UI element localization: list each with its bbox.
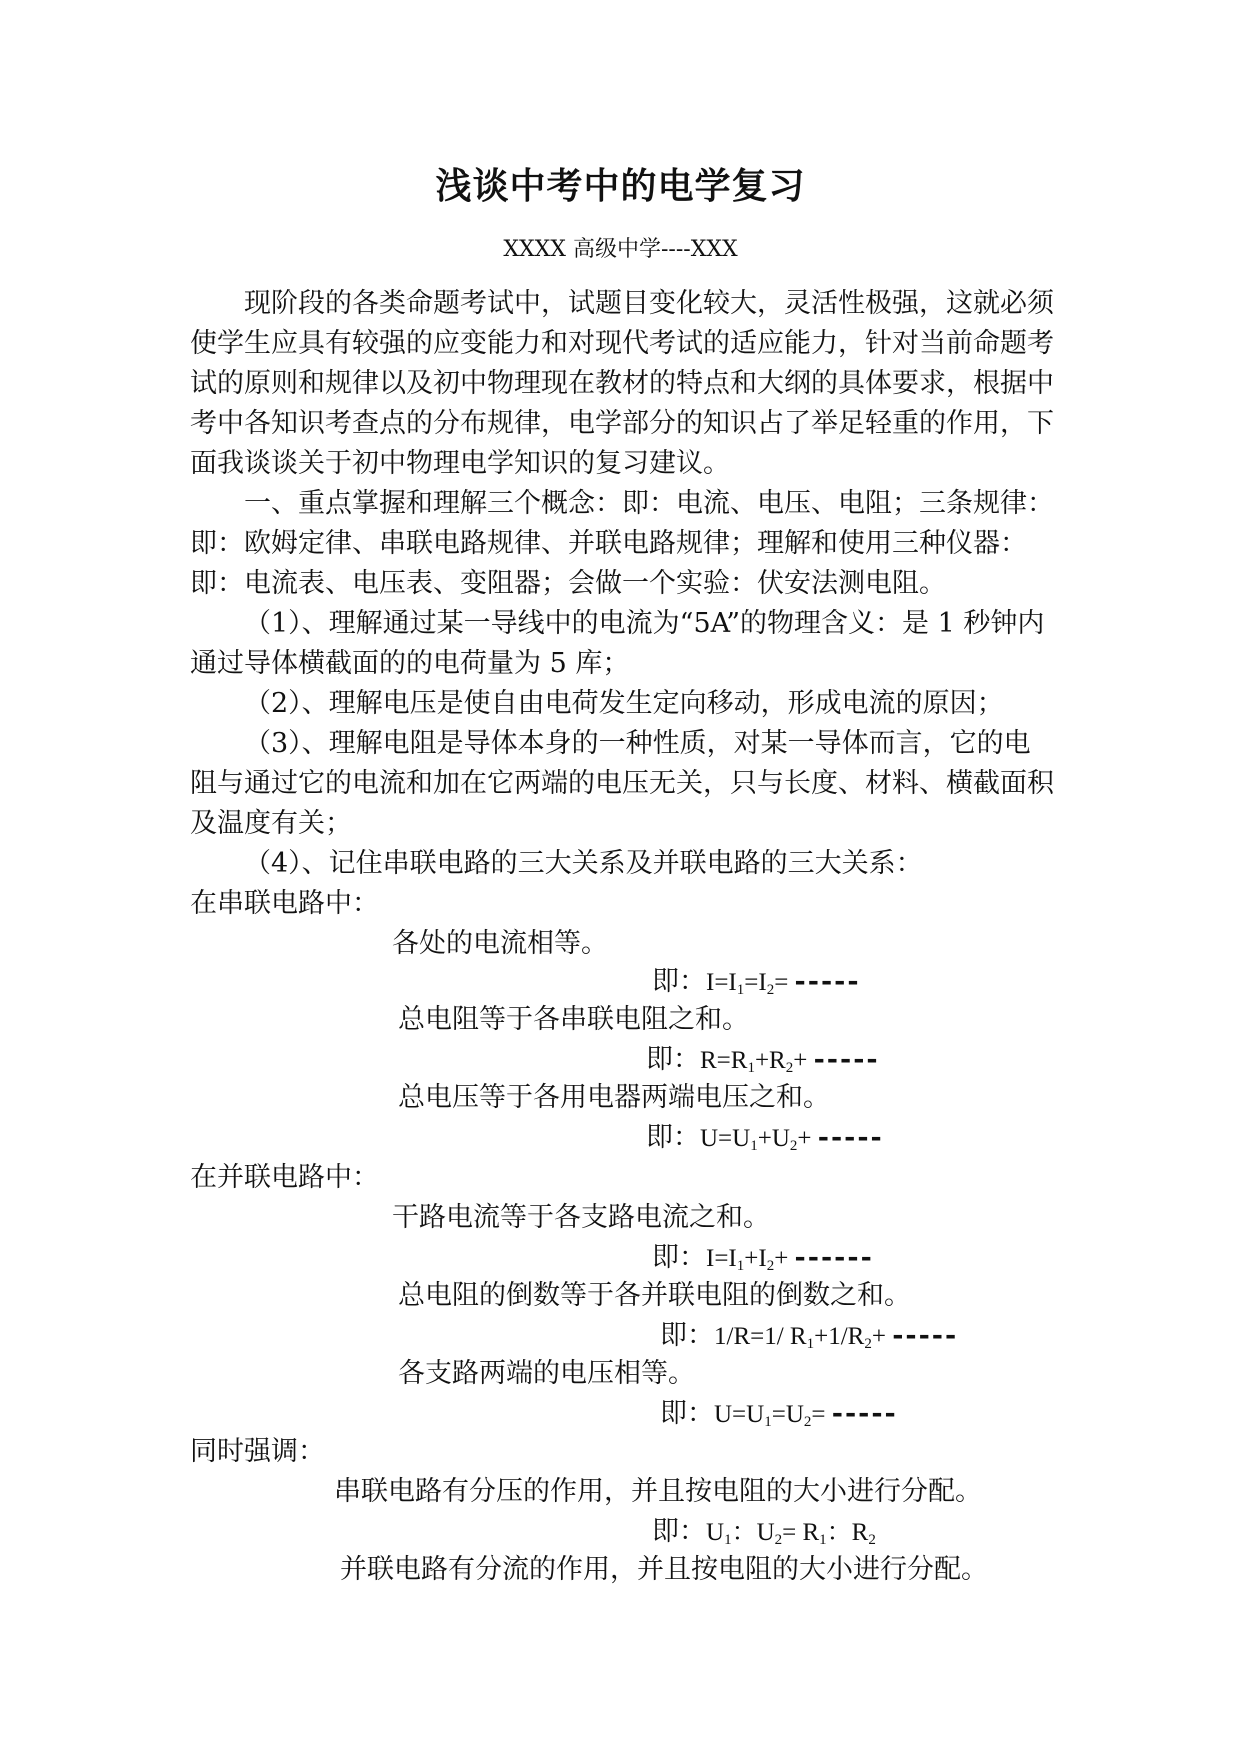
parallel-rule-1: 干路电流等于各支路电流之和。	[392, 1202, 770, 1233]
formula-text: $I=I_1=I_2=$	[706, 969, 795, 998]
paragraph-item-4: （4）、记住串联电路的三大关系及并联电路的三大关系：	[244, 848, 923, 879]
formula-prefix: 即：	[652, 1242, 706, 1273]
paragraph-item-1: （1）、理解通过某一导线中的电流为“5A”的物理含义：是 1 秒钟内通过导体横截面的的电荷量为 5 库；	[190, 608, 1045, 679]
formula-text: $U_1$：$U_2= R_1$：$R_2$	[706, 1519, 876, 1548]
paragraph-key-points: 一、重点掌握和理解三个概念：即：电流、电压、电阻；三条规律：即：欧姆定律、串联电路规律、并联电路规律；理解和使用三种仪器：即：电流表、电压表、变阻器；会做一个实验：伏安法测电阻。	[190, 488, 1054, 599]
series-rule-3: 总电压等于各用电器两端电压之和。	[398, 1082, 830, 1113]
formula-prefix: 即：	[652, 1516, 706, 1547]
series-rule-2: 总电阻等于各串联电阻之和。	[398, 1004, 749, 1035]
formula-prefix: 即：	[646, 1044, 700, 1075]
series-rule-1: 各处的电流相等。	[392, 928, 608, 959]
formula-ellipsis: -----	[813, 1044, 880, 1075]
formula-text: $R=R_1+R_2+$	[700, 1047, 814, 1076]
series-formula-1	[652, 962, 861, 1003]
paragraph-item-3: （3）、理解电阻是导体本身的一种性质，对某一导体而言，它的电阻与通过它的电流和加在它两端的电压无关，只与长度、材料、横截面积及温度有关；	[190, 728, 1054, 839]
emphasis-series-formula	[652, 1512, 876, 1553]
series-heading: 在串联电路中：	[190, 888, 379, 919]
formula-prefix: 即：	[660, 1320, 714, 1351]
formula-ellipsis: ------	[794, 1242, 874, 1273]
parallel-rule-3: 各支路两端的电压相等。	[398, 1358, 695, 1389]
author-line: XXXX 高级中学----XXX	[503, 237, 738, 262]
series-formula-2	[646, 1040, 880, 1081]
formula-ellipsis: -----	[794, 966, 861, 997]
formula-text: 1/R=1/ $R_1+1/R_2+$	[714, 1323, 893, 1352]
parallel-formula-1	[652, 1238, 874, 1279]
formula-text: $I=I_1+I_2+$	[706, 1245, 795, 1274]
parallel-rule-2: 总电阻的倒数等于各并联电阻的倒数之和。	[398, 1280, 911, 1311]
parallel-formula-2	[660, 1316, 958, 1357]
series-formula-3	[646, 1118, 884, 1159]
emphasis-series: 串联电路有分压的作用，并且按电阻的大小进行分配。	[334, 1476, 982, 1507]
formula-prefix: 即：	[646, 1122, 700, 1153]
paragraph-item-2: （2）、理解电压是使自由电荷发生定向移动，形成电流的原因；	[244, 688, 1004, 719]
formula-ellipsis: -----	[817, 1122, 884, 1153]
paragraph-intro: 现阶段的各类命题考试中，试题目变化较大，灵活性极强，这就必须使学生应具有较强的应变能力和对现代考试的适应能力，针对当前命题考试的原则和规律以及初中物理现在教材的特点和大纲的具体要求，根据中考中各知识考查点的分布规律，电学部分的知识占了举足轻重的作用，下面我谈谈关于初中物理电学知识的复习建议。	[190, 288, 1054, 479]
parallel-formula-3	[660, 1394, 898, 1435]
formula-ellipsis: -----	[831, 1398, 898, 1429]
emphasis-heading: 同时强调：	[190, 1436, 325, 1467]
formula-prefix: 即：	[660, 1398, 714, 1429]
formula-text: $U=U_1+U_2+$	[700, 1125, 818, 1154]
formula-ellipsis: -----	[892, 1320, 959, 1351]
document-title: 浅谈中考中的电学复习	[435, 165, 806, 207]
emphasis-parallel: 并联电路有分流的作用，并且按电阻的大小进行分配。	[340, 1554, 988, 1585]
formula-text: $U=U_1=U_2=$	[714, 1401, 832, 1430]
parallel-heading: 在并联电路中：	[190, 1162, 379, 1193]
formula-prefix: 即：	[652, 966, 706, 997]
intro-body	[190, 284, 1056, 884]
